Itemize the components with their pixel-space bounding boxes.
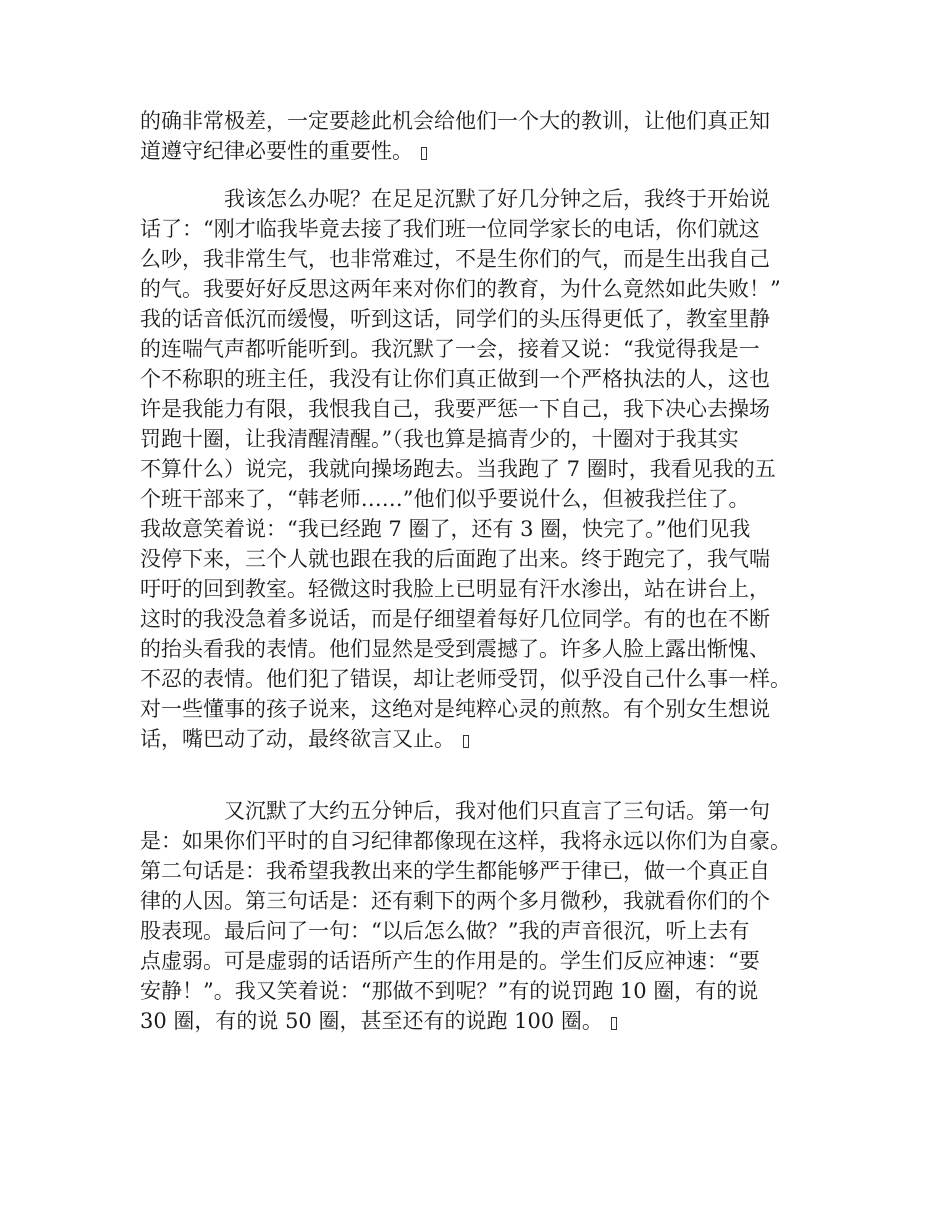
- paragraph-mark-icon: [611, 1017, 617, 1030]
- paragraph-3: [140, 796, 840, 1036]
- text-line: 的连喘气声都听能听到。我沉默了一会，接着又说：“我觉得我是一: [140, 337, 760, 361]
- paragraph-1: [140, 106, 840, 166]
- paragraph-2: [140, 184, 840, 754]
- text-line: 我故意笑着说：“我已经跑 7 圈了，还有 3 圈，快完了。”他们见我: [140, 517, 751, 541]
- text-line: 是：如果你们平时的自习纪律都像现在这样，我将永远以你们为自豪。: [140, 829, 791, 853]
- text-line: 的气。我要好好反思这两年来对你们的教育，为什么竟然如此失败！”: [140, 277, 781, 301]
- paragraph-mark-icon: [463, 735, 469, 748]
- text-line: 的确非常极差，一定要趁此机会给他们一个大的教训，让他们真正知: [140, 109, 770, 133]
- text-line: 不算什么）说完，我就向操场跑去。当我跑了 7 圈时，我看见我的五: [140, 457, 776, 481]
- text-line: 30 圈，有的说 50 圈，甚至还有的说跑 100 圈。: [140, 1006, 840, 1036]
- text-line: 又沉默了大约五分钟后，我对他们只直言了三句话。第一句: [224, 799, 770, 823]
- text-line: 话了：“刚才临我毕竟去接了我们班一位同学家长的电话，你们就这: [140, 217, 760, 241]
- text-line: 不忍的表情。他们犯了错误，却让老师受罚，似乎没自己什么事一样。: [140, 667, 791, 691]
- text-line: 我的话音低沉而缓慢，听到这话，同学们的头压得更低了，教室里静: [140, 307, 770, 331]
- text-line: 许是我能力有限，我恨我自己，我要严惩一下自己，我下决心去操场: [140, 397, 770, 421]
- text-line: 个班干部来了，“韩老师……”他们似乎要说什么，但被我拦住了。: [140, 487, 750, 511]
- text-line: 安静！”。我又笑着说：“那做不到呢？”有的说罚跑 10 圈，有的说: [140, 979, 759, 1003]
- text-line: 这时的我没急着多说话，而是仔细望着每好几位同学。有的也在不断: [140, 607, 770, 631]
- text-line: 没停下来，三个人就也跟在我的后面跑了出来。终于跑完了，我气喘: [140, 547, 770, 571]
- text-line: 股表现。最后问了一句：“以后怎么做？”我的声音很沉，听上去有: [140, 919, 750, 943]
- text-line: 对一些懂事的孩子说来，这绝对是纯粹心灵的煎熬。有个别女生想说: [140, 697, 770, 721]
- text-line: 第二句话是：我希望我教出来的学生都能够严于律已，做一个真正自: [140, 859, 770, 883]
- text-line: 吁吁的回到教室。轻微这时我脸上已明显有汗水渗出，站在讲台上，: [140, 577, 770, 601]
- text-line: 的抬头看我的表情。他们显然是受到震撼了。许多人脸上露出惭愧、: [140, 637, 770, 661]
- text-line: 么吵，我非常生气，也非常难过，不是生你们的气，而是生出我自己: [140, 247, 770, 271]
- paragraph-mark-icon: [421, 147, 427, 160]
- text-line: 点虚弱。可是虚弱的话语所产生的作用是的。学生们反应神速：“要: [140, 949, 760, 973]
- text-line: 我该怎么办呢？在足足沉默了好几分钟之后，我终于开始说: [224, 187, 770, 211]
- text-line: 个不称职的班主任，我没有让你们真正做到一个严格执法的人，这也: [140, 367, 770, 391]
- text-line: 话，嘴巴动了动，最终欲言又止。: [140, 724, 840, 754]
- text-line: 道遵守纪律必要性的重要性。: [140, 136, 840, 166]
- text-line: 罚跑十圈，让我清醒清醒。”（我也算是搞青少的，十圈对于我其实: [140, 427, 739, 451]
- text-line: 律的人因。第三句话是：还有剩下的两个多月微秒，我就看你们的个: [140, 889, 770, 913]
